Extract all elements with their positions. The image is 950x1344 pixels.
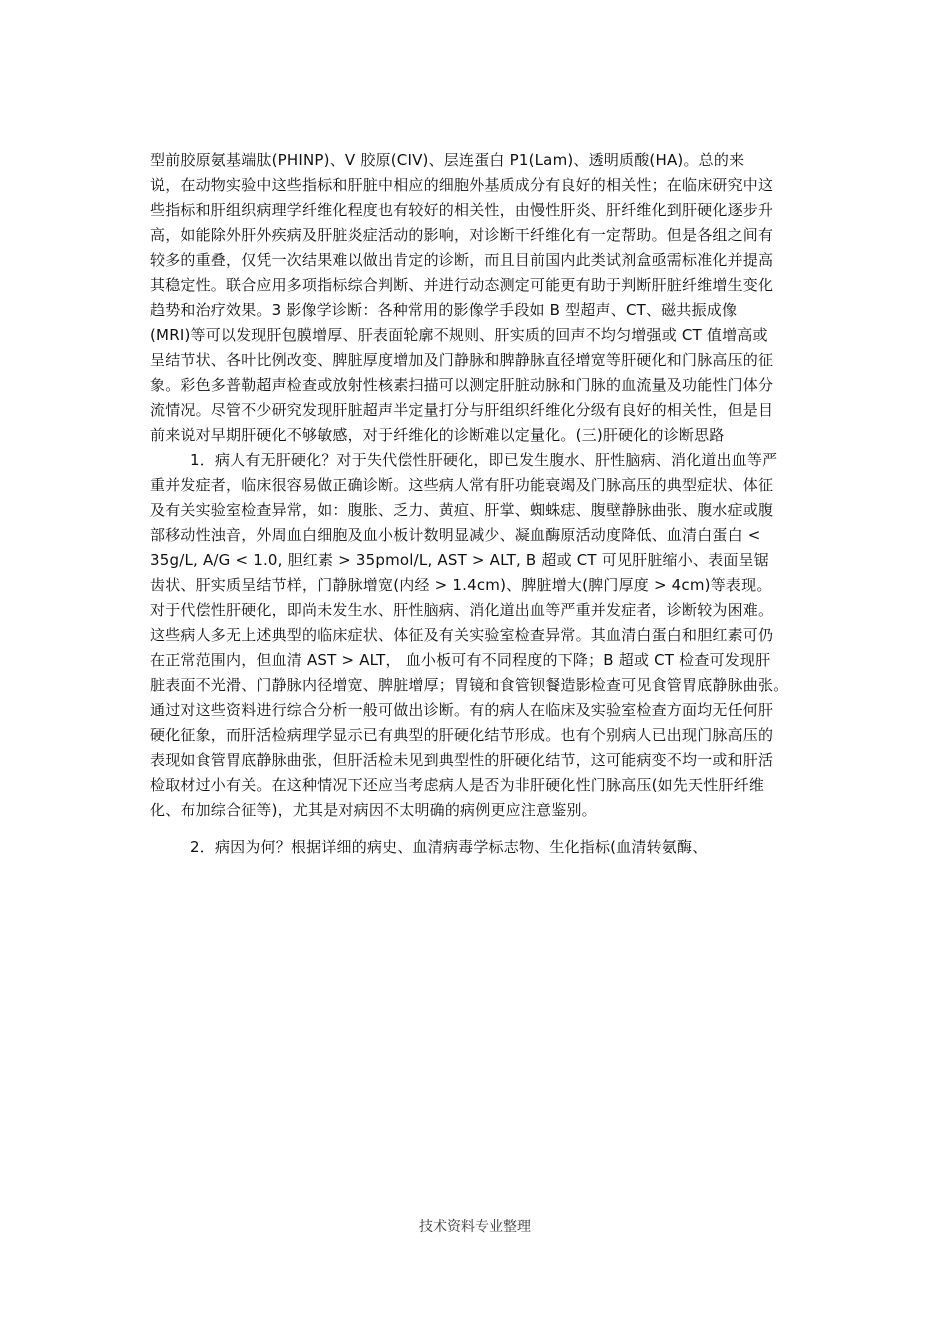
text-line: 部移动性浊音，外周血白细胞及血小板计数明显减少、凝血酶原活动度降低、血清白蛋白 < <box>150 526 761 544</box>
body-text <box>150 148 810 860</box>
paragraph-start-line: 1．病人有无肝硬化？对于失代偿性肝硬化，即已发生腹水、肝性脑病、消化道出血等严 <box>190 451 778 469</box>
text-line: 其稳定性。联合应用多项指标综合判断、并进行动态测定可能更有助于判断肝脏纤维增生变化 <box>150 276 774 294</box>
page-footer: 技术资料专业整理 <box>419 1219 531 1235</box>
text-line: 流情况。尽管不少研究发现肝脏超声半定量打分与肝组织纤维化分级有良好的相关性，但是目 <box>150 401 774 419</box>
text-line: 在正常范围内，但血清 AST > ALT， 血小板可有不同程度的下降；B 超或 CT 检查可发现肝 <box>150 651 771 669</box>
text-line: 表现如食管胃底静脉曲张，但肝活检未见到典型性的肝硬化结节，这可能病变不均一或和肝活 <box>150 751 774 769</box>
text-line: 些指标和肝组织病理学纤维化程度也有较好的相关性，由慢性肝炎、肝纤维化到肝硬化逐步升 <box>150 201 774 219</box>
text-line: 型前胶原氨基端肽(PHINP)、V 胶原(CIV)、层连蛋白 P1(Lam)、透明质酸(HA)。总的来 <box>150 151 745 169</box>
text-line: 呈结节状、各叶比例改变、脾脏厚度增加及门静脉和脾静脉直径增宽等肝硬化和门脉高压的征 <box>150 351 774 369</box>
text-line: 脏表面不光滑、门静脉内径增宽、脾脏增厚；胃镜和食管钡餐造影检查可见食管胃底静脉曲张。 <box>150 676 789 694</box>
text-line: 说，在动物实验中这些指标和肝脏中相应的细胞外基质成分有良好的相关性；在临床研究中这 <box>150 176 774 194</box>
text-line: 前来说对早期肝硬化不够敏感，对于纤维化的诊断难以定量化。(三)肝硬化的诊断思路 <box>150 426 725 444</box>
text-line: 硬化征象，而肝活检病理学显示已有典型的肝硬化结节形成。也有个别病人已出现门脉高压的 <box>150 726 774 744</box>
paragraph-start-line: 2．病因为何？根据详细的病史、血清病毒学标志物、生化指标(血清转氨酶、 <box>190 838 708 856</box>
text-line: 对于代偿性肝硬化，即尚未发生水、肝性脑病、消化道出血等严重并发症者，诊断较为困难。 <box>150 601 774 619</box>
text-line: 较多的重叠，仅凭一次结果难以做出肯定的诊断，而且目前国内此类试剂盒亟需标准化并提高 <box>150 251 774 269</box>
text-line: 化、布加综合征等)，尤其是对病因不太明确的病例更应注意鉴别。 <box>150 801 597 819</box>
text-line: 齿状、肝实质呈结节样，门静脉增宽(内经 > 1.4cm)、脾脏增大(脾门厚度 > 4cm)等表现。 <box>150 576 772 594</box>
text-line: 象。彩色多普勒超声检查或放射性核素扫描可以测定肝脏动脉和门脉的血流量及功能性门体分 <box>150 376 774 394</box>
text-line: 高，如能除外肝外疾病及肝脏炎症活动的影响，对诊断干纤维化有一定帮助。但是各组之间有 <box>150 226 774 244</box>
text-line: 通过对这些资料进行综合分析一般可做出诊断。有的病人在临床及实验室检查方面均无任何肝 <box>150 701 774 719</box>
text-line: 35g/L, A/G < 1.0, 胆红素 > 35pmol/L, AST > ALT, B 超或 CT 可见肝脏缩小、表面呈锯 <box>150 551 769 569</box>
text-line: (MRI)等可以发现肝包膜增厚、肝表面轮廓不规则、肝实质的回声不均匀增强或 CT 值增高或 <box>150 326 768 344</box>
text-line: 检取材过小有关。在这种情况下还应当考虑病人是否为非肝硬化性门脉高压(如先天性肝纤维 <box>150 776 765 794</box>
text-line: 趋势和治疗效果。3 影像学诊断：各种常用的影像学手段如 B 型超声、CT、磁共振成像 <box>150 301 738 319</box>
text-line: 及有关实验室检查异常，如：腹胀、乏力、黄疸、肝掌、蜘蛛痣、腹壁静脉曲张、腹水症或腹 <box>150 501 774 519</box>
text-line: 这些病人多无上述典型的临床症状、体征及有关实验室检查异常。其血清白蛋白和胆红素可仍 <box>150 626 774 644</box>
text-line: 重并发症者，临床很容易做正确诊断。这些病人常有肝功能衰竭及门脉高压的典型症状、体征 <box>150 476 774 494</box>
